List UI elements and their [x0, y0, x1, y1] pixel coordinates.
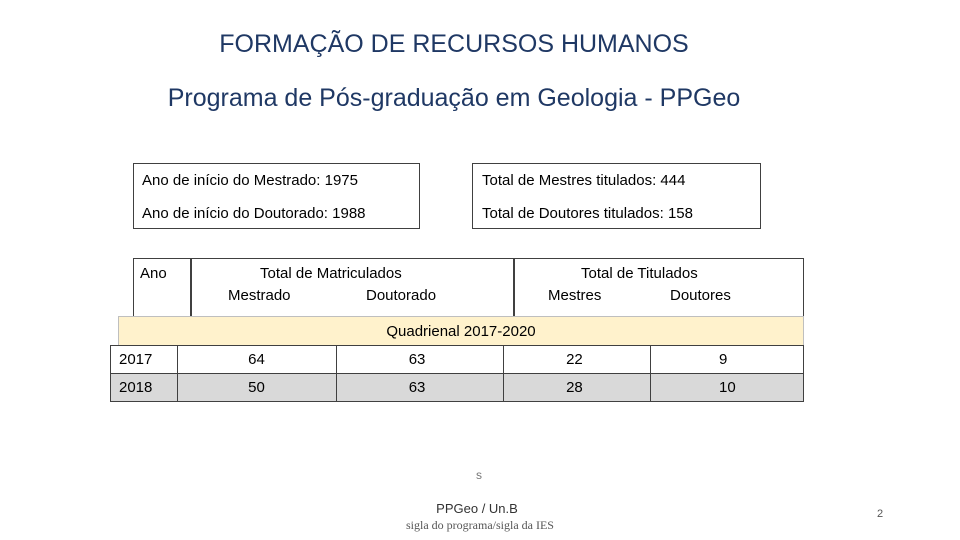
mestrado-start-year: Ano de início do Mestrado: 1975 [142, 172, 358, 189]
header-total-matriculados: Total de Matriculados [260, 265, 402, 282]
cell-matric-doutorado: 63 [336, 374, 503, 402]
mestres-total: Total de Mestres titulados: 444 [482, 172, 686, 189]
header-total-titulados: Total de Titulados [581, 265, 698, 282]
footer-program-label: PPGeo / Un.B [436, 501, 518, 516]
cell-matric-mestrado: 50 [178, 374, 337, 402]
info-box-start-years [133, 163, 420, 229]
footer-program [0, 501, 960, 516]
slide-title: FORMAÇÃO DE RECURSOS HUMANOS [219, 30, 689, 58]
data-table [110, 345, 804, 402]
header-matriculados-cell [190, 258, 515, 317]
header-tit-mestres: Mestres [548, 287, 602, 304]
page-number: 2 [877, 508, 884, 520]
table-row [111, 374, 804, 402]
period-banner: Quadrienal 2017-2020 [118, 316, 804, 346]
footer-mark: s [476, 468, 482, 482]
header-tit-doutores: Doutores [670, 287, 731, 304]
cell-ano: 2017 [111, 346, 178, 374]
cell-tit-mestres: 28 [504, 374, 651, 402]
doutores-total: Total de Doutores titulados: 158 [482, 205, 693, 222]
header-titulados-cell [513, 258, 804, 317]
header-ano: Ano [140, 265, 167, 282]
cell-tit-doutores: 9 [651, 346, 804, 374]
header-ano-cell [133, 258, 192, 317]
footer-sigla: sigla do programa/sigla da IES [406, 518, 554, 532]
header-matric-mestrado: Mestrado [228, 287, 291, 304]
cell-matric-mestrado: 64 [178, 346, 337, 374]
info-box-totals [472, 163, 761, 229]
cell-tit-doutores: 10 [651, 374, 804, 402]
cell-ano: 2018 [111, 374, 178, 402]
cell-matric-doutorado: 63 [336, 346, 503, 374]
slide-subtitle: Programa de Pós-graduação em Geologia - PPGeo [167, 84, 741, 112]
cell-tit-mestres: 22 [504, 346, 651, 374]
header-matric-doutorado: Doutorado [366, 287, 437, 304]
doutorado-start-year: Ano de início do Doutorado: 1988 [142, 205, 366, 222]
table-row [111, 346, 804, 374]
